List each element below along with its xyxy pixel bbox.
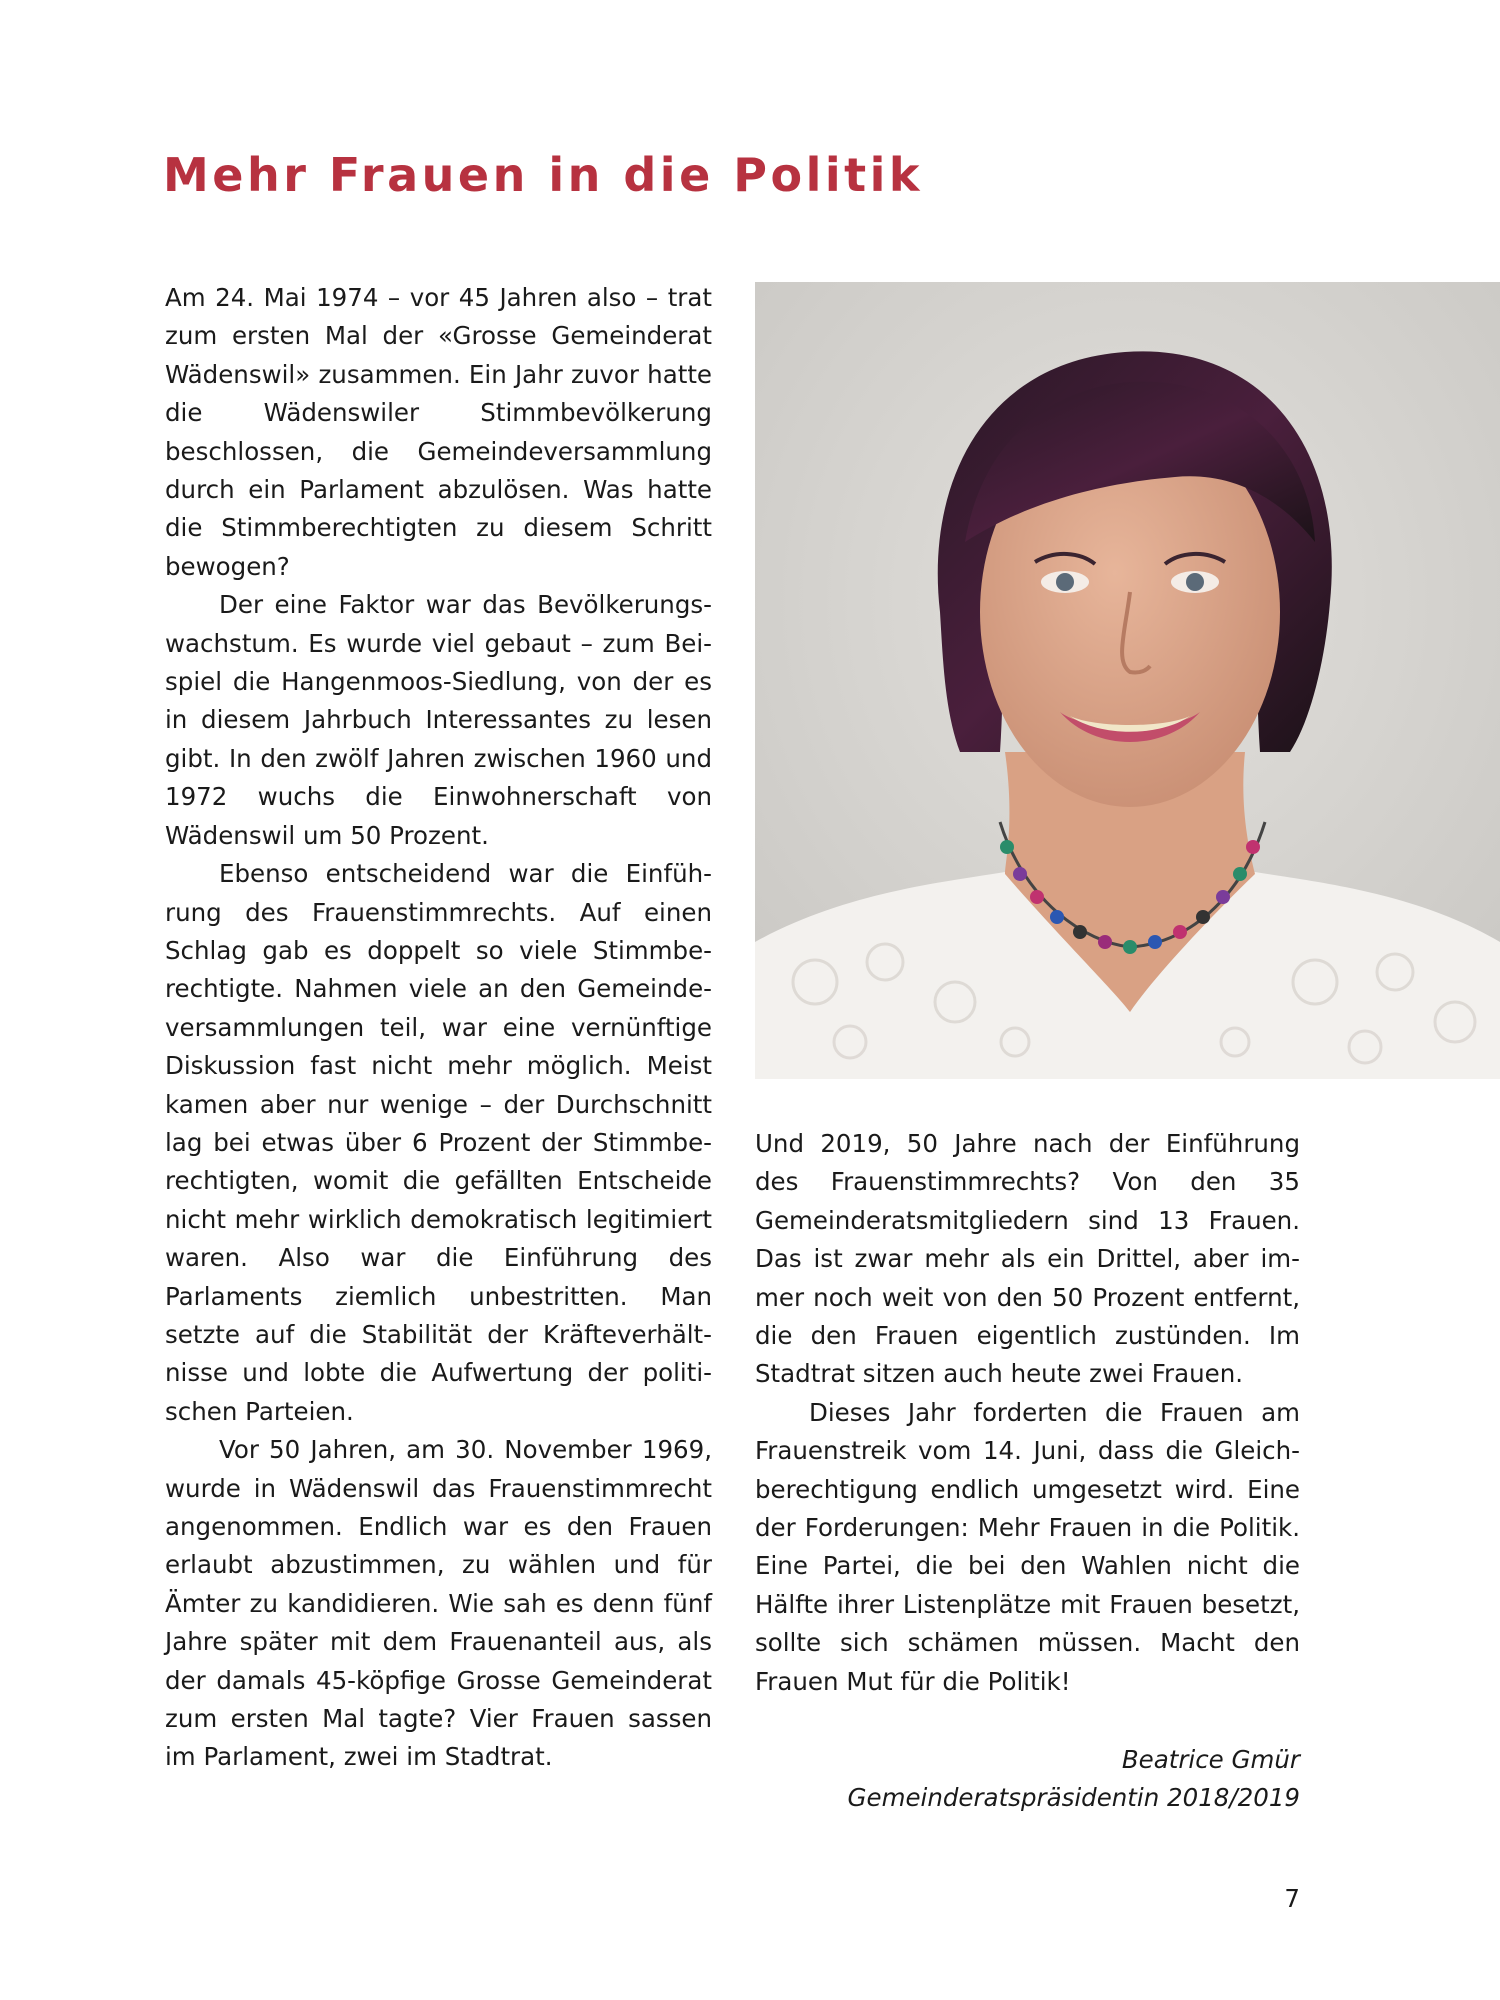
- page-title: Mehr Frauen in die Politik: [163, 148, 923, 202]
- author-name: Beatrice Gmür: [1121, 1745, 1300, 1774]
- paragraph: Und 2019, 50 Jahre nach der Einführung des Frauenstimmrechts? Von den 35 Gemeinderatsmitgliedern sind 13 Frauen. Das ist zwar mehr als ein Drittel, aber immer noch weit von den 50 Prozent entfernt, die den Frauen eigentlich zustünden. Im Stadtrat sitzen auch heute zwei Frauen.: [755, 1129, 1300, 1389]
- author-role: Gemeinderatspräsidentin 2018/2019: [847, 1783, 1300, 1813]
- portrait-photo: [755, 282, 1500, 1079]
- paragraph: Am 24. Mai 1974 – vor 45 Jahren also – trat zum ersten Mal der «Grosse Gemeinderat Wädenswil» zusammen. Ein Jahr zuvor hatte die Wädenswiler Stimmbevölkerung beschlossen, die Gemeindeversammlung durch ein Parlament abzulösen. Was hatte die Stimmberechtigten zu diesem Schritt bewogen?: [165, 283, 712, 581]
- right-text-column: [755, 1125, 1300, 1701]
- paragraph: Dieses Jahr forderten die Frauen am Frauenstreik vom 14. Juni, dass die Gleichberechtigung endlich umgesetzt wird. Eine der Forderungen: Mehr Frauen in die Politik. Eine Partei, die bei den Wahlen nicht die Hälfte ihrer Listenplätze mit Frauen besetzt, sollte sich schämen müssen. Macht den Frauen Mut für die Politik!: [755, 1397, 1300, 1696]
- paragraph: Ebenso entscheidend war die Einführung des Frauenstimmrechts. Auf einen Schlag gab es doppelt so viele Stimmberechtigte. Nahmen viele an den Gemeindeversammlungen teil, war eine vernünftige Diskussion fast nicht mehr möglich. Meist kamen aber nur wenige – der Durchschnitt lag bei etwas über 6 Prozent der Stimmberechtigten, womit die gefällten Entscheide nicht mehr wirklich demokratisch legitimiert waren. Also war die Einführung des Parlaments ziemlich unbestritten. Man setzte auf die Stabilität der Kräfteverhältnisse und lobte die Aufwertung der politischen Parteien.: [165, 859, 712, 1426]
- left-text-column: [165, 279, 712, 1777]
- paragraph: Vor 50 Jahren, am 30. November 1969, wurde in Wädenswil das Frauenstimmrecht angenommen. Endlich war es den Frauen erlaubt abzustimmen, zu wählen und für Ämter zu kandidieren. Wie sah es denn fünf Jahre später mit dem Frauenanteil aus, als der damals 45-köpfige Grosse Gemeinderat zum ersten Mal tagte? Vier Frauen sassen im Parlament, zwei im Stadtrat.: [165, 1435, 712, 1772]
- paragraph: Der eine Faktor war das Bevölkerungswachstum. Es wurde viel gebaut – zum Beispiel die Hangenmoos-Siedlung, von der es in diesem Jahrbuch Interessantes zu lesen gibt. In den zwölf Jahren zwischen 1960 und 1972 wuchs die Einwohnerschaft von Wädenswil um 50 Prozent.: [165, 590, 712, 850]
- page-number: 7: [1284, 1884, 1300, 1913]
- signature: [848, 1741, 1300, 1818]
